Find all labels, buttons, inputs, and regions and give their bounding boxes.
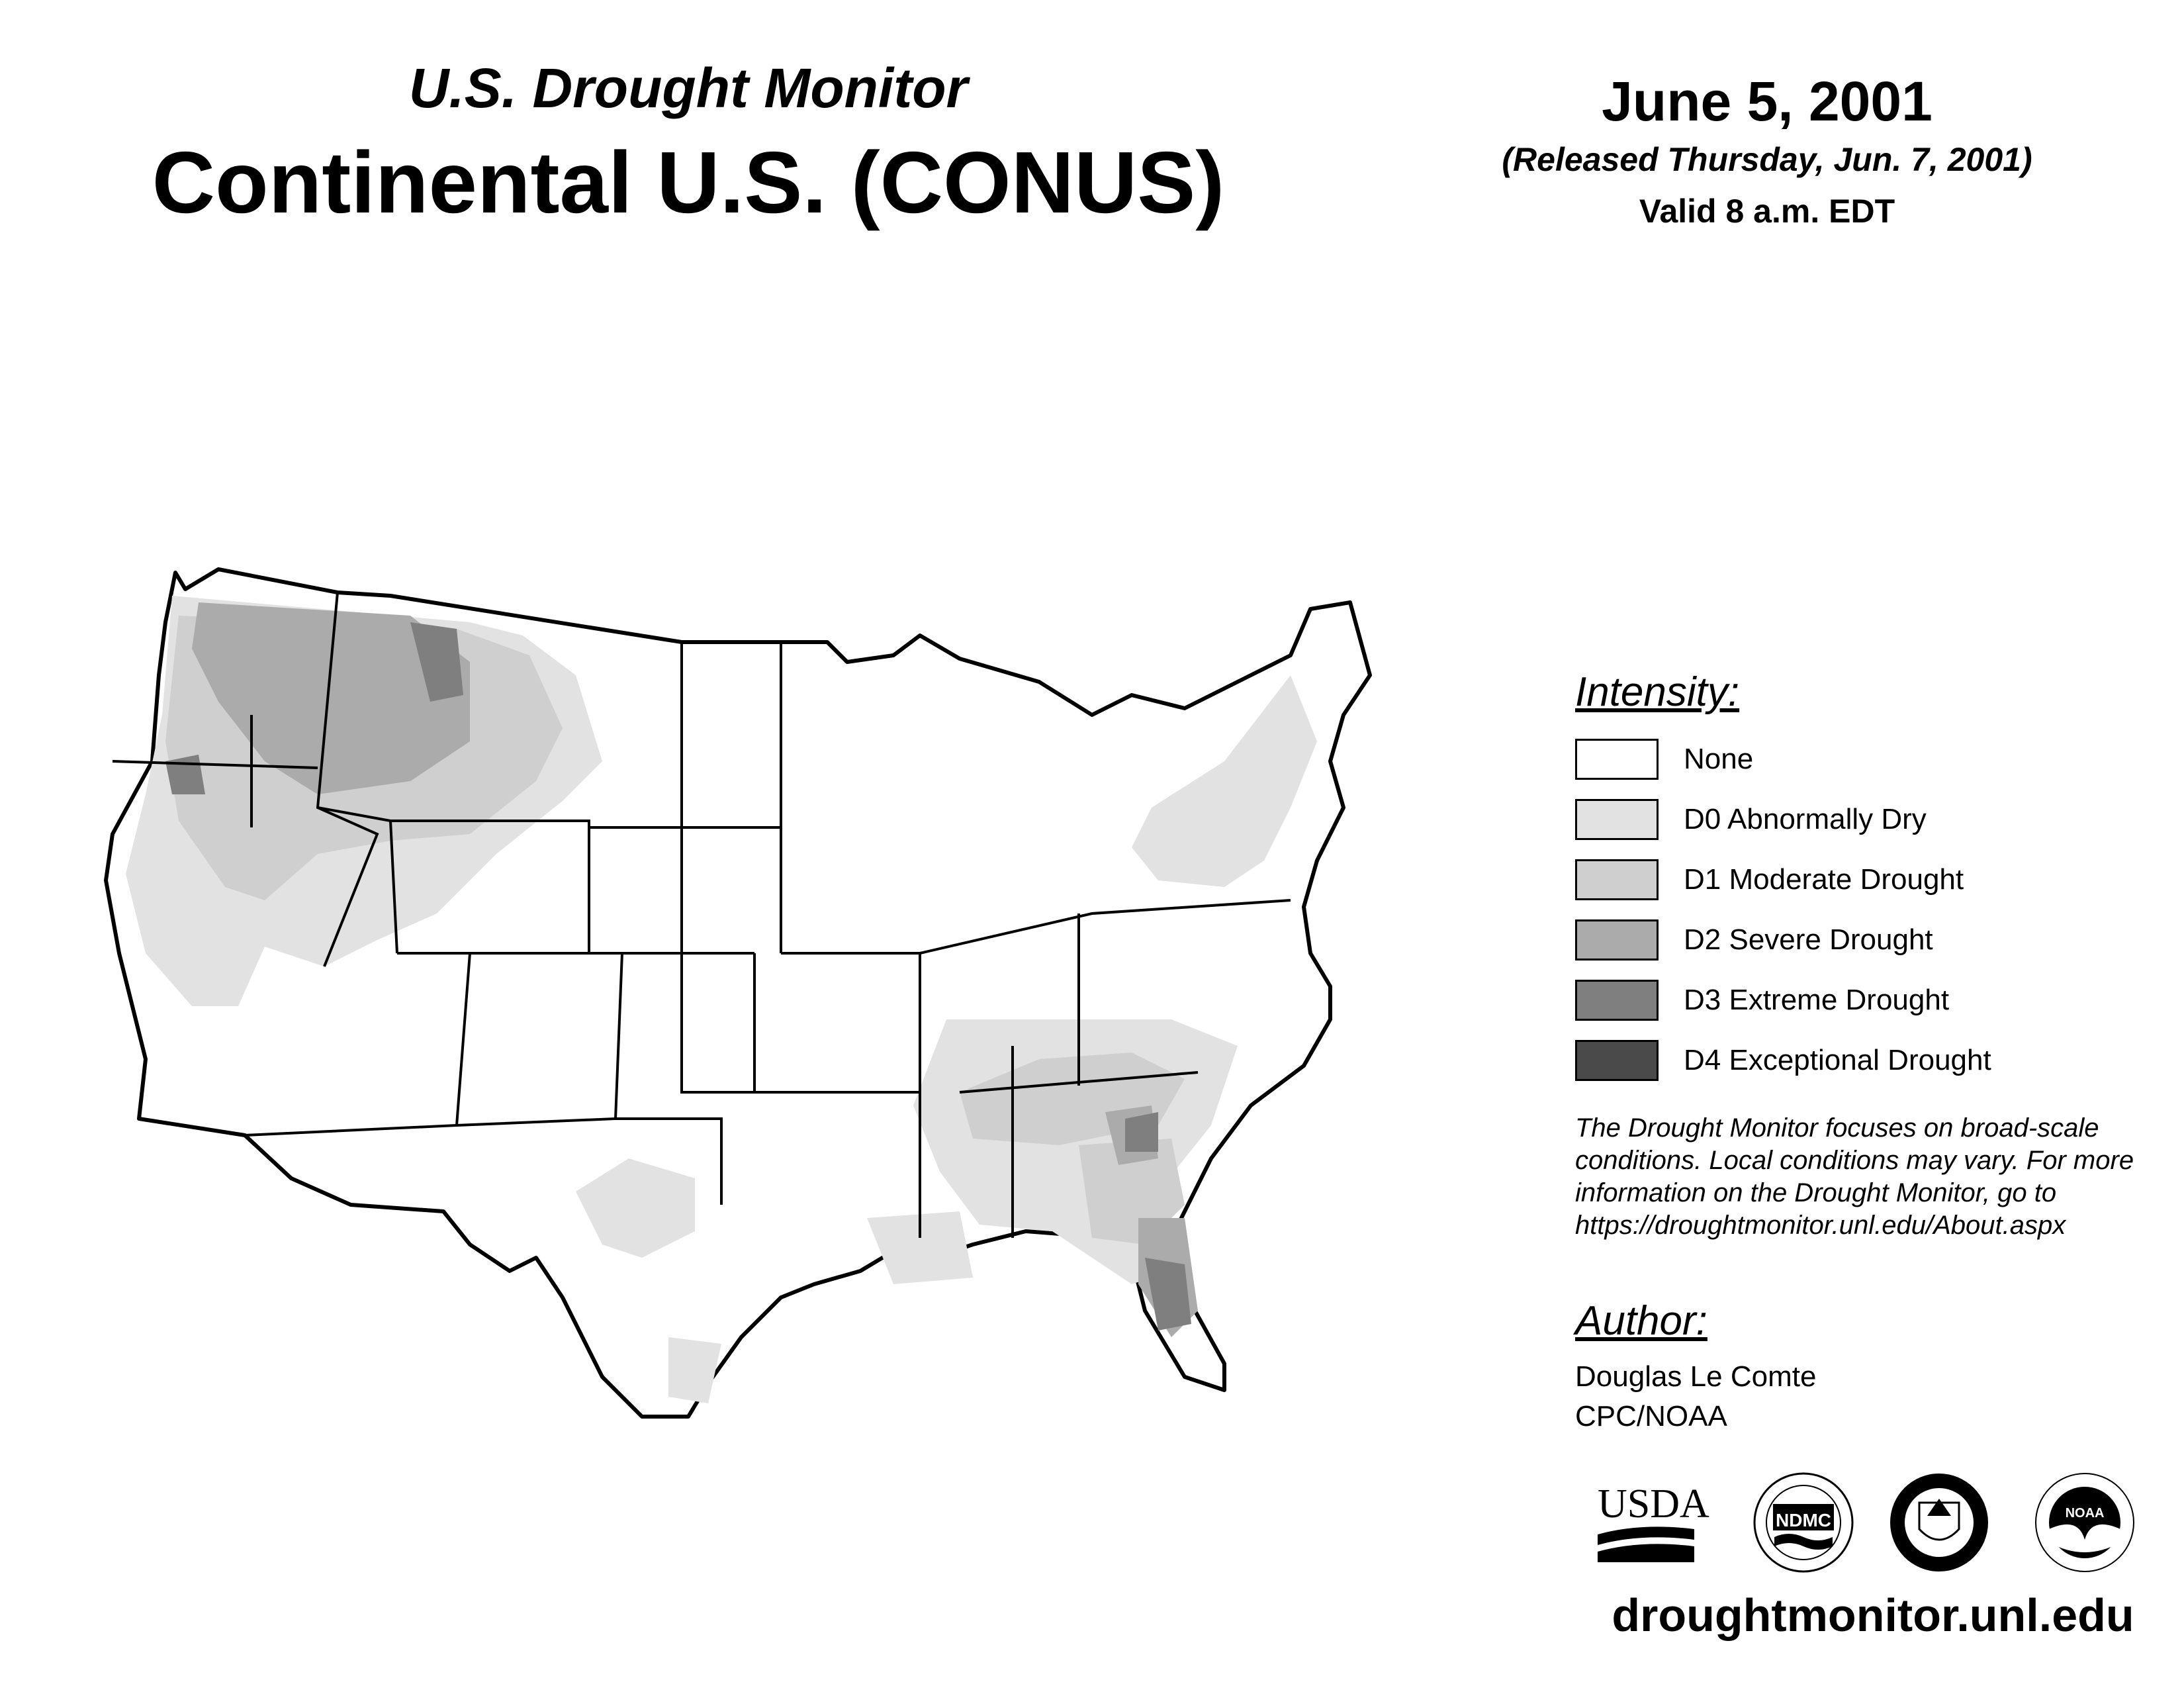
ndmc-logo — [1754, 1474, 1852, 1571]
page-title: Continental U.S. (CONUS) — [152, 134, 1225, 231]
d3-oregon — [165, 755, 205, 794]
legend-label: D3 Extreme Drought — [1684, 983, 1950, 1016]
legend — [1575, 669, 2171, 1090]
legend-label: D4 Exceptional Drought — [1684, 1043, 1991, 1076]
disclaimer-line: information on the Drought Monitor, go to — [1575, 1178, 2057, 1207]
author-name: Douglas Le Comte — [1575, 1360, 1817, 1393]
legend-label: D1 Moderate Drought — [1684, 863, 1964, 896]
noaa-logo-text: NOAA — [2065, 1506, 2105, 1521]
author-title: Author: — [1575, 1298, 1707, 1344]
noaa-logo — [2036, 1474, 2134, 1571]
legend-label: D0 Abnormally Dry — [1684, 802, 1927, 835]
legend-swatch — [1575, 1040, 1659, 1081]
legend-swatch — [1575, 739, 1659, 780]
legend-item-none — [1575, 729, 2171, 789]
disclaimer-link[interactable]: https://droughtmonitor.unl.edu/About.aspx — [1575, 1211, 2066, 1240]
legend-swatch — [1575, 980, 1659, 1021]
legend-item-d0 — [1575, 789, 2171, 849]
logos — [1582, 1470, 2164, 1575]
legend-swatch — [1575, 859, 1659, 900]
legend-swatch — [1575, 799, 1659, 840]
legend-swatch — [1575, 919, 1659, 961]
title-subtitle: U.S. Drought Monitor — [408, 57, 968, 119]
usda-logo-text: USDA — [1598, 1481, 1709, 1526]
ndmc-logo-text: NDMC — [1776, 1510, 1831, 1530]
legend-label: D2 Severe Drought — [1684, 923, 1933, 956]
legend-item-d1 — [1575, 849, 2171, 910]
map-date: June 5, 2001 — [1602, 70, 1933, 132]
drought-map — [99, 543, 1502, 1450]
valid-time: Valid 8 a.m. EDT — [1639, 193, 1895, 230]
legend-label: None — [1684, 742, 1754, 775]
release-date: (Released Thursday, Jun. 7, 2001) — [1502, 141, 2032, 178]
disclaimer-line: conditions. Local conditions may vary. For more — [1575, 1146, 2134, 1175]
legend-item-d2 — [1575, 910, 2171, 970]
disclaimer — [1575, 1112, 2177, 1242]
disclaimer-line: The Drought Monitor focuses on broad-scale — [1575, 1113, 2099, 1143]
date-block — [1449, 70, 2085, 230]
d0-south-texas — [668, 1337, 721, 1403]
site-url[interactable]: droughtmonitor.unl.edu — [1612, 1589, 2134, 1641]
d3-georgia — [1125, 1112, 1158, 1152]
doc-seal-logo — [1890, 1474, 1988, 1571]
usda-logo — [1598, 1481, 1709, 1562]
legend-item-d4 — [1575, 1030, 2171, 1090]
legend-title: Intensity: — [1575, 669, 1740, 715]
author-org: CPC/NOAA — [1575, 1400, 1727, 1432]
legend-item-d3 — [1575, 970, 2171, 1030]
